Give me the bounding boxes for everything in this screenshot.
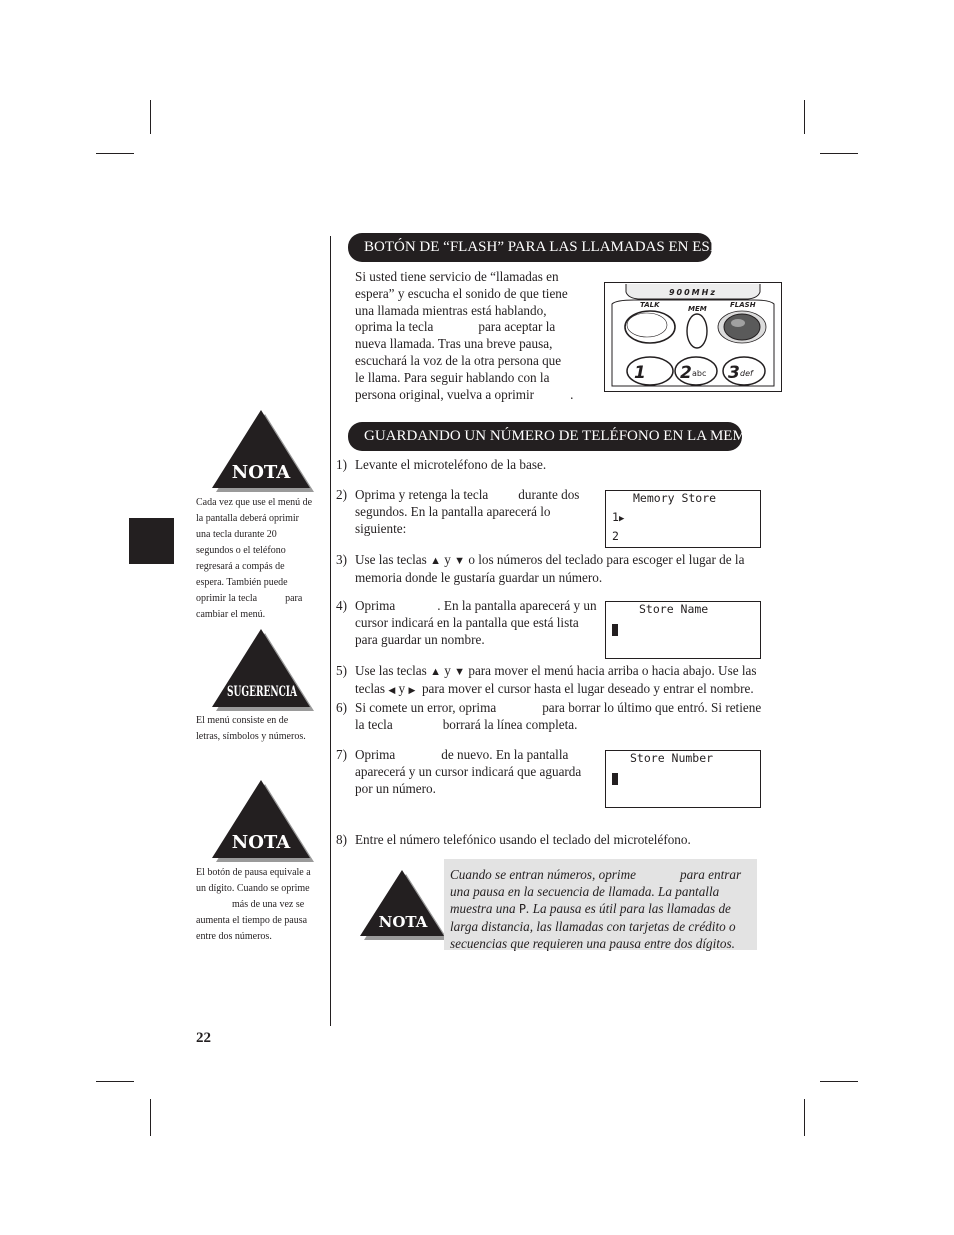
lcd-title: Memory Store [633,491,717,505]
right-arrow-icon: ▶ [408,684,416,695]
svg-text:SUGERENCIA: SUGERENCIA [227,684,298,700]
note-box [444,859,757,950]
svg-text:2: 2 [680,363,692,383]
crop-mark [820,1081,858,1082]
text-line: Si usted tiene servicio de “llamadas en [355,269,559,284]
sidebar-nota1-text: Cada vez que use el menú de la pantalla deberá oprimir una tecla durante 20 segundos o el teléfono regresará a compás de espera. También puede oprimir la tecla para cambiar el menú. [196,497,313,620]
step-number: 1) [336,457,347,472]
lcd-store-name [605,601,761,659]
step-8-text: Entre el número telefónico usando el teclado del microteléfono. [355,832,691,847]
phone-keypad-svg [604,282,782,392]
down-arrow-icon: ▼ [454,666,466,678]
page-number: 22 [196,1030,211,1046]
talk-label: TALK [640,301,660,309]
step-7-text: Oprima de nuevo. En la pantalla aparecerá y un cursor indicará que aguarda por un número. [355,747,582,796]
step-number: 2) [336,487,347,502]
lcd-row-2: 2 [612,529,619,543]
lcd-row-1: 1▶ [612,510,625,524]
crop-mark [96,1081,134,1082]
section-flash-title: BOTÓN DE “FLASH” PARA LAS LLAMADAS EN ESPERA [364,239,749,255]
section-memory-title: GUARDANDO UN NÚMERO DE TELÉFONO EN LA MEMORIA [364,428,783,444]
crop-mark [150,100,151,134]
svg-text:NOTA: NOTA [231,462,291,483]
svg-text:3: 3 [728,363,740,383]
lcd-title: Store Name [639,602,709,616]
sidebar-nota-triangle-icon [208,408,318,494]
text-line: nueva llamada. Tras una breve pausa, [355,336,553,352]
flash-button [724,314,760,340]
sidebar-nota2-text: El botón de pausa equivale a un dígito. Cuando se oprime más de una vez se aumenta el tiempo de pausa entre dos números. [196,867,311,942]
svg-text:abc: abc [692,369,707,378]
crop-mark [804,100,805,134]
step-number: 3) [336,552,347,567]
lcd-title: Store Number [630,751,714,765]
text-line: escuchará la voz de la otra persona que [355,352,562,368]
sidebar-sugerencia-text: El menú consiste en de letras, símbolos y números. [196,715,306,742]
crop-mark [804,1099,805,1136]
sidebar-nota2-triangle-icon [208,778,318,864]
crop-mark [820,153,858,154]
flash-label: FLASH [730,301,756,309]
text-line: le llama. Para seguir hablando con la [355,369,550,385]
text-line: espera” y escucha el sonido de que tiene [355,285,568,301]
lcd-store-number [605,750,761,808]
section-flash-header [348,233,749,262]
lcd-cursor [612,622,618,636]
text-line: persona original, vuelva a oprimir . [355,386,574,402]
step-6-text: Si comete un error, oprima para borrar lo último que entró. Si retiene la tecla borrará la línea completa. [355,700,762,732]
step-2-text: Oprima y retenga la tecla durante dos segundos. En la pantalla aparecerá lo siguiente: [355,487,580,536]
phone-keypad-illustration [604,282,782,392]
text-line: oprima la tecla para aceptar la [355,319,556,335]
note-triangle-icon [356,868,452,942]
section-memory-header [348,422,783,451]
step-number: 5) [336,663,347,678]
note-box-text: Cuando se entran números, oprime para entrar una pausa en la secuencia de llamada. La pantalla muestra una P. La pausa es útil para las llamadas de larga distancia, las llamadas con tarjetas de crédito o secuencias que requieren una pausa entre dos dígitos. [450,867,742,951]
step-number: 7) [336,747,347,762]
svg-text:NOTA: NOTA [378,913,428,931]
mem-button [687,314,707,348]
step-1-text: Levante el microteléfono de la base. [355,457,547,472]
sidebar-sugerencia-triangle-icon [208,627,318,713]
step-number: 4) [336,598,347,613]
step-4-text: Oprima . En la pantalla aparecerá y un cursor indicará en la pantalla que está lista para guardar un nombre. [355,598,597,647]
up-arrow-icon: ▲ [430,555,441,567]
mem-label: MEM [688,305,707,313]
section-flash-text [355,269,595,403]
column-divider [330,236,331,1026]
lcd-memory-store [605,490,761,548]
up-arrow-icon: ▲ [430,666,441,678]
band-label: 900MHz [668,288,718,297]
step-3-text: Use las teclas ▲ y ▼ o los números del teclado para escoger el lugar de la memoria donde le gustaría guardar un número. [355,552,745,585]
down-arrow-icon: ▼ [454,555,466,567]
step-number: 8) [336,832,347,847]
lcd-cursor [612,771,618,785]
svg-text:def: def [740,369,753,378]
left-arrow-icon: ◀ [388,684,396,695]
crop-mark [96,153,134,154]
crop-mark [150,1099,151,1136]
chapter-tab [129,518,174,564]
talk-button [625,311,675,343]
svg-text:NOTA: NOTA [231,832,291,853]
svg-text:1: 1 [634,363,646,383]
text-line: una llamada mientras está hablando, [355,302,547,318]
step-number: 6) [336,700,347,715]
step-5-text: Use las teclas ▲ y ▼ para mover el menú hacia arriba o hacia abajo. Use las teclas ◀ y ▶ para mover el cursor hasta el lugar deseado y entrar el nombre. [355,663,757,696]
